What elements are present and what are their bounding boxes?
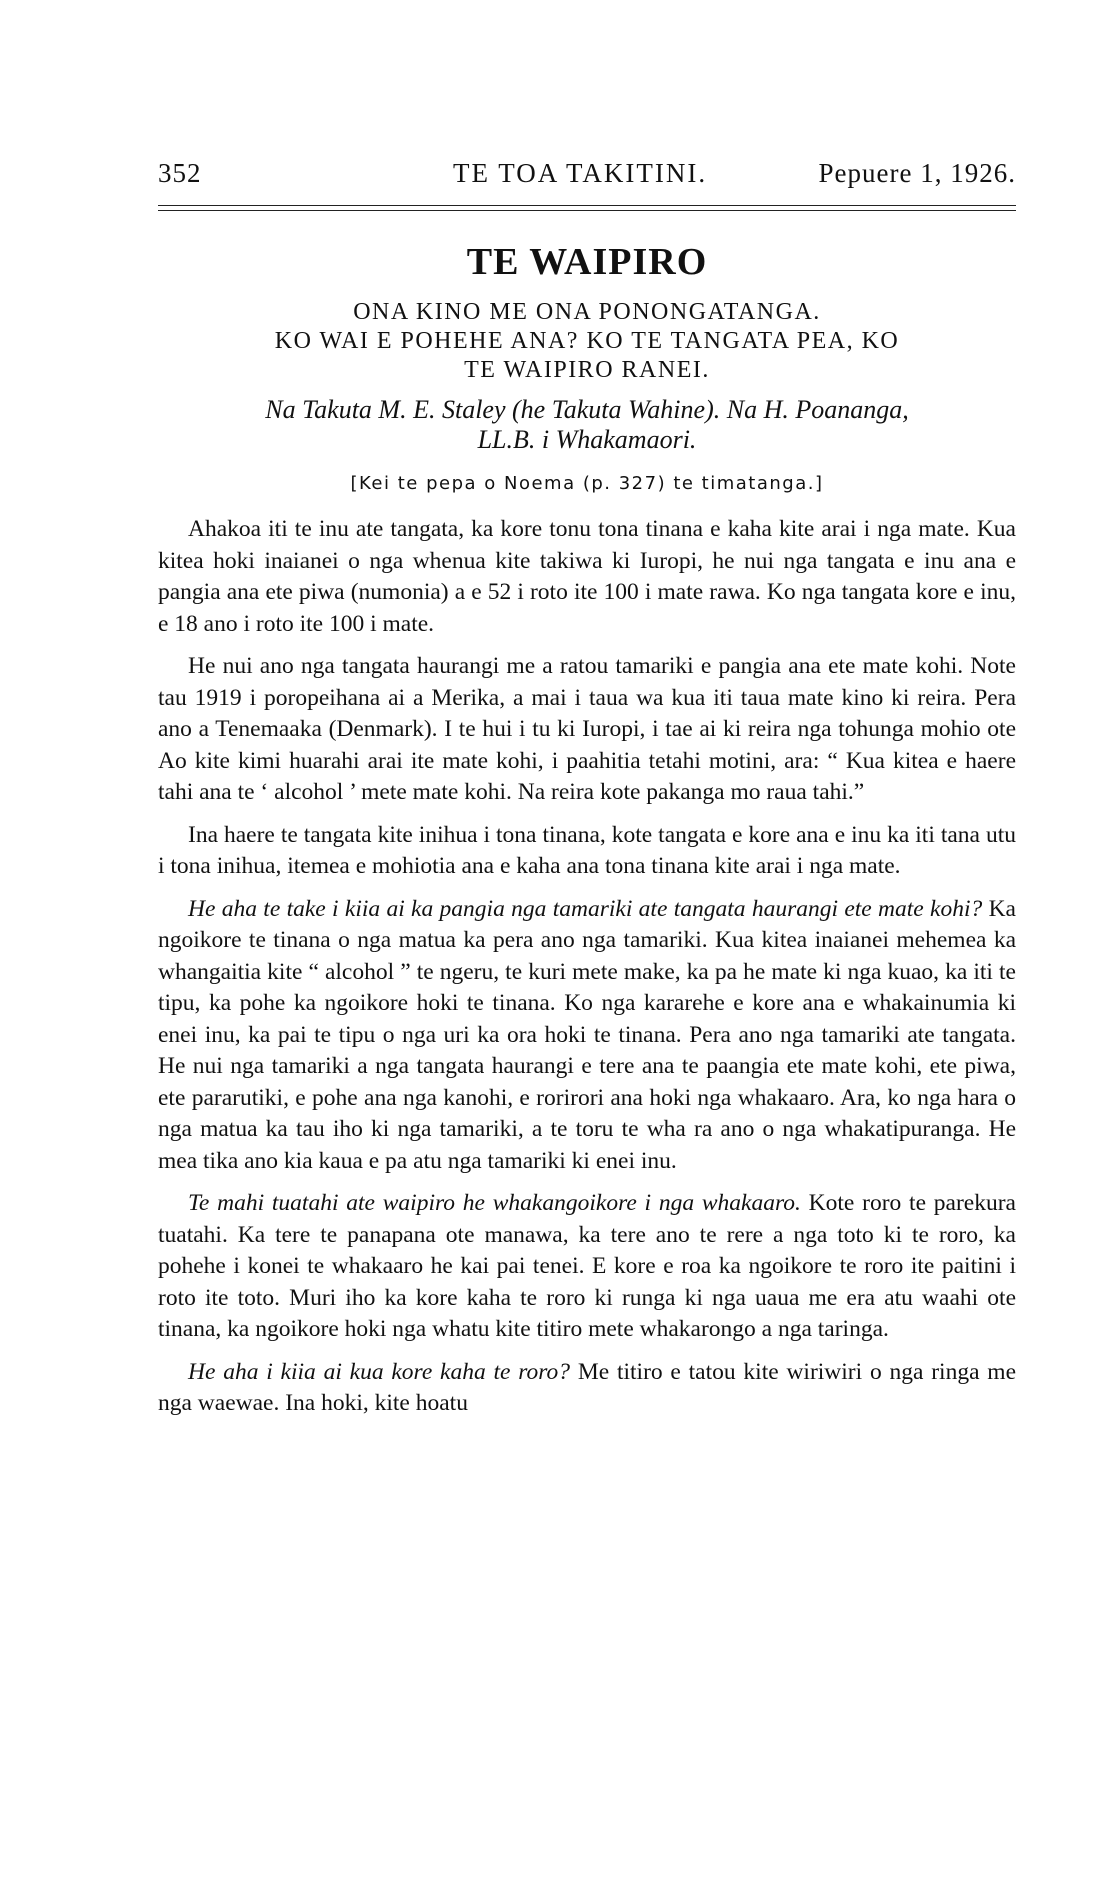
page-number: 352 xyxy=(158,158,202,188)
running-head xyxy=(158,158,1016,192)
subtitle-line: KO WAI E POHEHE ANA? KO TE TANGATA PEA, KO xyxy=(274,328,900,354)
paragraph: Ahakoa iti te inu ate tangata, ka kore tonu tona tinana e kaha kite arai i nga mate. Kua kitea hoki inaianei o nga whenua kite takiwa ki Iuropi, he nui nga tangata e inu ana e pangia ana ete piwa (numonia) a e 52 i roto ite 100 i mate rawa. Ko nga tangata kore e inu, e 18 ano i roto ite 100 i mate. xyxy=(158,516,1016,637)
subtitle-line: TE WAIPIRO RANEI. xyxy=(464,357,710,383)
paragraph-lead: He aha i kiia ai kua kore kaha te roro? xyxy=(188,1358,571,1385)
paragraph xyxy=(158,894,1016,1178)
paragraph-text: Kote roro te parekura tuatahi. Ka tere te panapana ote manawa, ka tere ano te rere a nga toto ki te roro, ka pohehe i konei te whakaaro he kai pai tenei. E kore e roa ka ngoikore te roro ite paitini i roto ite toto. Muri iho ka kore kaha te roro ki runga ki nga uaua me era atu waahi ote tinana, ka ngoikore hoki nga whatu kite titiro mete whakarongo a nga taringa. xyxy=(158,1190,1016,1342)
paragraph xyxy=(158,1188,1016,1346)
header-rule-top xyxy=(158,205,1016,206)
article-title: TE WAIPIRO xyxy=(466,241,708,283)
paragraph-text: Ka ngoikore te tinana o nga matua ka pera ano nga tamariki. Kua kitea inaianei mehemea ka whangaitia kite “ alcohol ” te ngeru, te kuri mete make, ka pa he mate ki nga kuao, ka iti te tipu, ka pohe ka ngoikore hoki te tinana. Ko nga kararehe e kore ana e whakainumia ki enei inu, ka pai te tipu o nga uri ka ora hoki te tinana. Pera ano nga tamariki ate tangata. He nui nga tamariki a nga tangata haurangi e tere ana te paangia ete mate kohi, ete piwa, ete pararutiki, e pohe ana nga kanohi, e rorirori ana hoki nga whakaaro. Ara, ko nga hara o nga matua ka tau iho ki nga tamariki, a te toru te wha ra ano o nga whakatipuranga. He mea tika ano kia kaua e pa atu nga tamariki ki enei inu. xyxy=(158,895,1016,1174)
continuation-note: [Kei te pepa o Noema (p. 327) te timatanga.] xyxy=(350,473,824,494)
issue-date: Pepuere 1, 1926. xyxy=(818,158,1016,188)
byline-line: Na Takuta M. E. Staley (he Takuta Wahine). Na H. Poananga, xyxy=(265,395,909,424)
article-subtitle xyxy=(158,298,1016,385)
paragraph: He nui ano nga tangata haurangi me a ratou tamariki e pangia ana ete mate kohi. Note tau 1919 i poropeihana ai a Merika, a mai i taua wa kua iti taua mate kino ki reira. Pera ano a Tenemaaka (Denmark). I te hui i tu ki Iuropi, i tae ai ki reira nga tohunga mohio ote Ao kite kimi huarahi arai ite mate kohi, i paahitia tetahi motini, ara: “ Kua kitea e haere tahi ana te ‘ alcohol ’ mete mate kohi. Na reira kote pakanga mo raua tahi.” xyxy=(158,653,1016,805)
article-byline xyxy=(158,395,1016,455)
byline-line: LL.B. i Whakamaori. xyxy=(477,425,697,454)
paragraph xyxy=(158,1357,1016,1420)
journal-title: TE TOA TAKITINI. xyxy=(453,158,708,188)
subtitle-line: ONA KINO ME ONA PONONGATANGA. xyxy=(353,299,821,325)
paragraph-lead: Te mahi tuatahi ate waipiro he whakangoikore i nga whakaaro. xyxy=(188,1190,801,1216)
paragraph-text: Me titiro e tatou kite wiriwiri o nga ringa me nga waewae. Ina hoki, kite hoatu xyxy=(158,1358,1016,1416)
article-body xyxy=(158,240,1016,1431)
header-rule-bottom xyxy=(158,210,1016,211)
paragraph: Ina haere te tangata kite inihua i tona tinana, kote tangata e kore ana e inu ka iti tana utu i tona inihua, itemea e mohiotia ana e kaha ana tona tinana kite arai i nga mate. xyxy=(158,821,1016,879)
paragraph-lead: He aha te take i kiia ai ka pangia nga tamariki ate tangata haurangi ete mate kohi? xyxy=(188,895,983,922)
